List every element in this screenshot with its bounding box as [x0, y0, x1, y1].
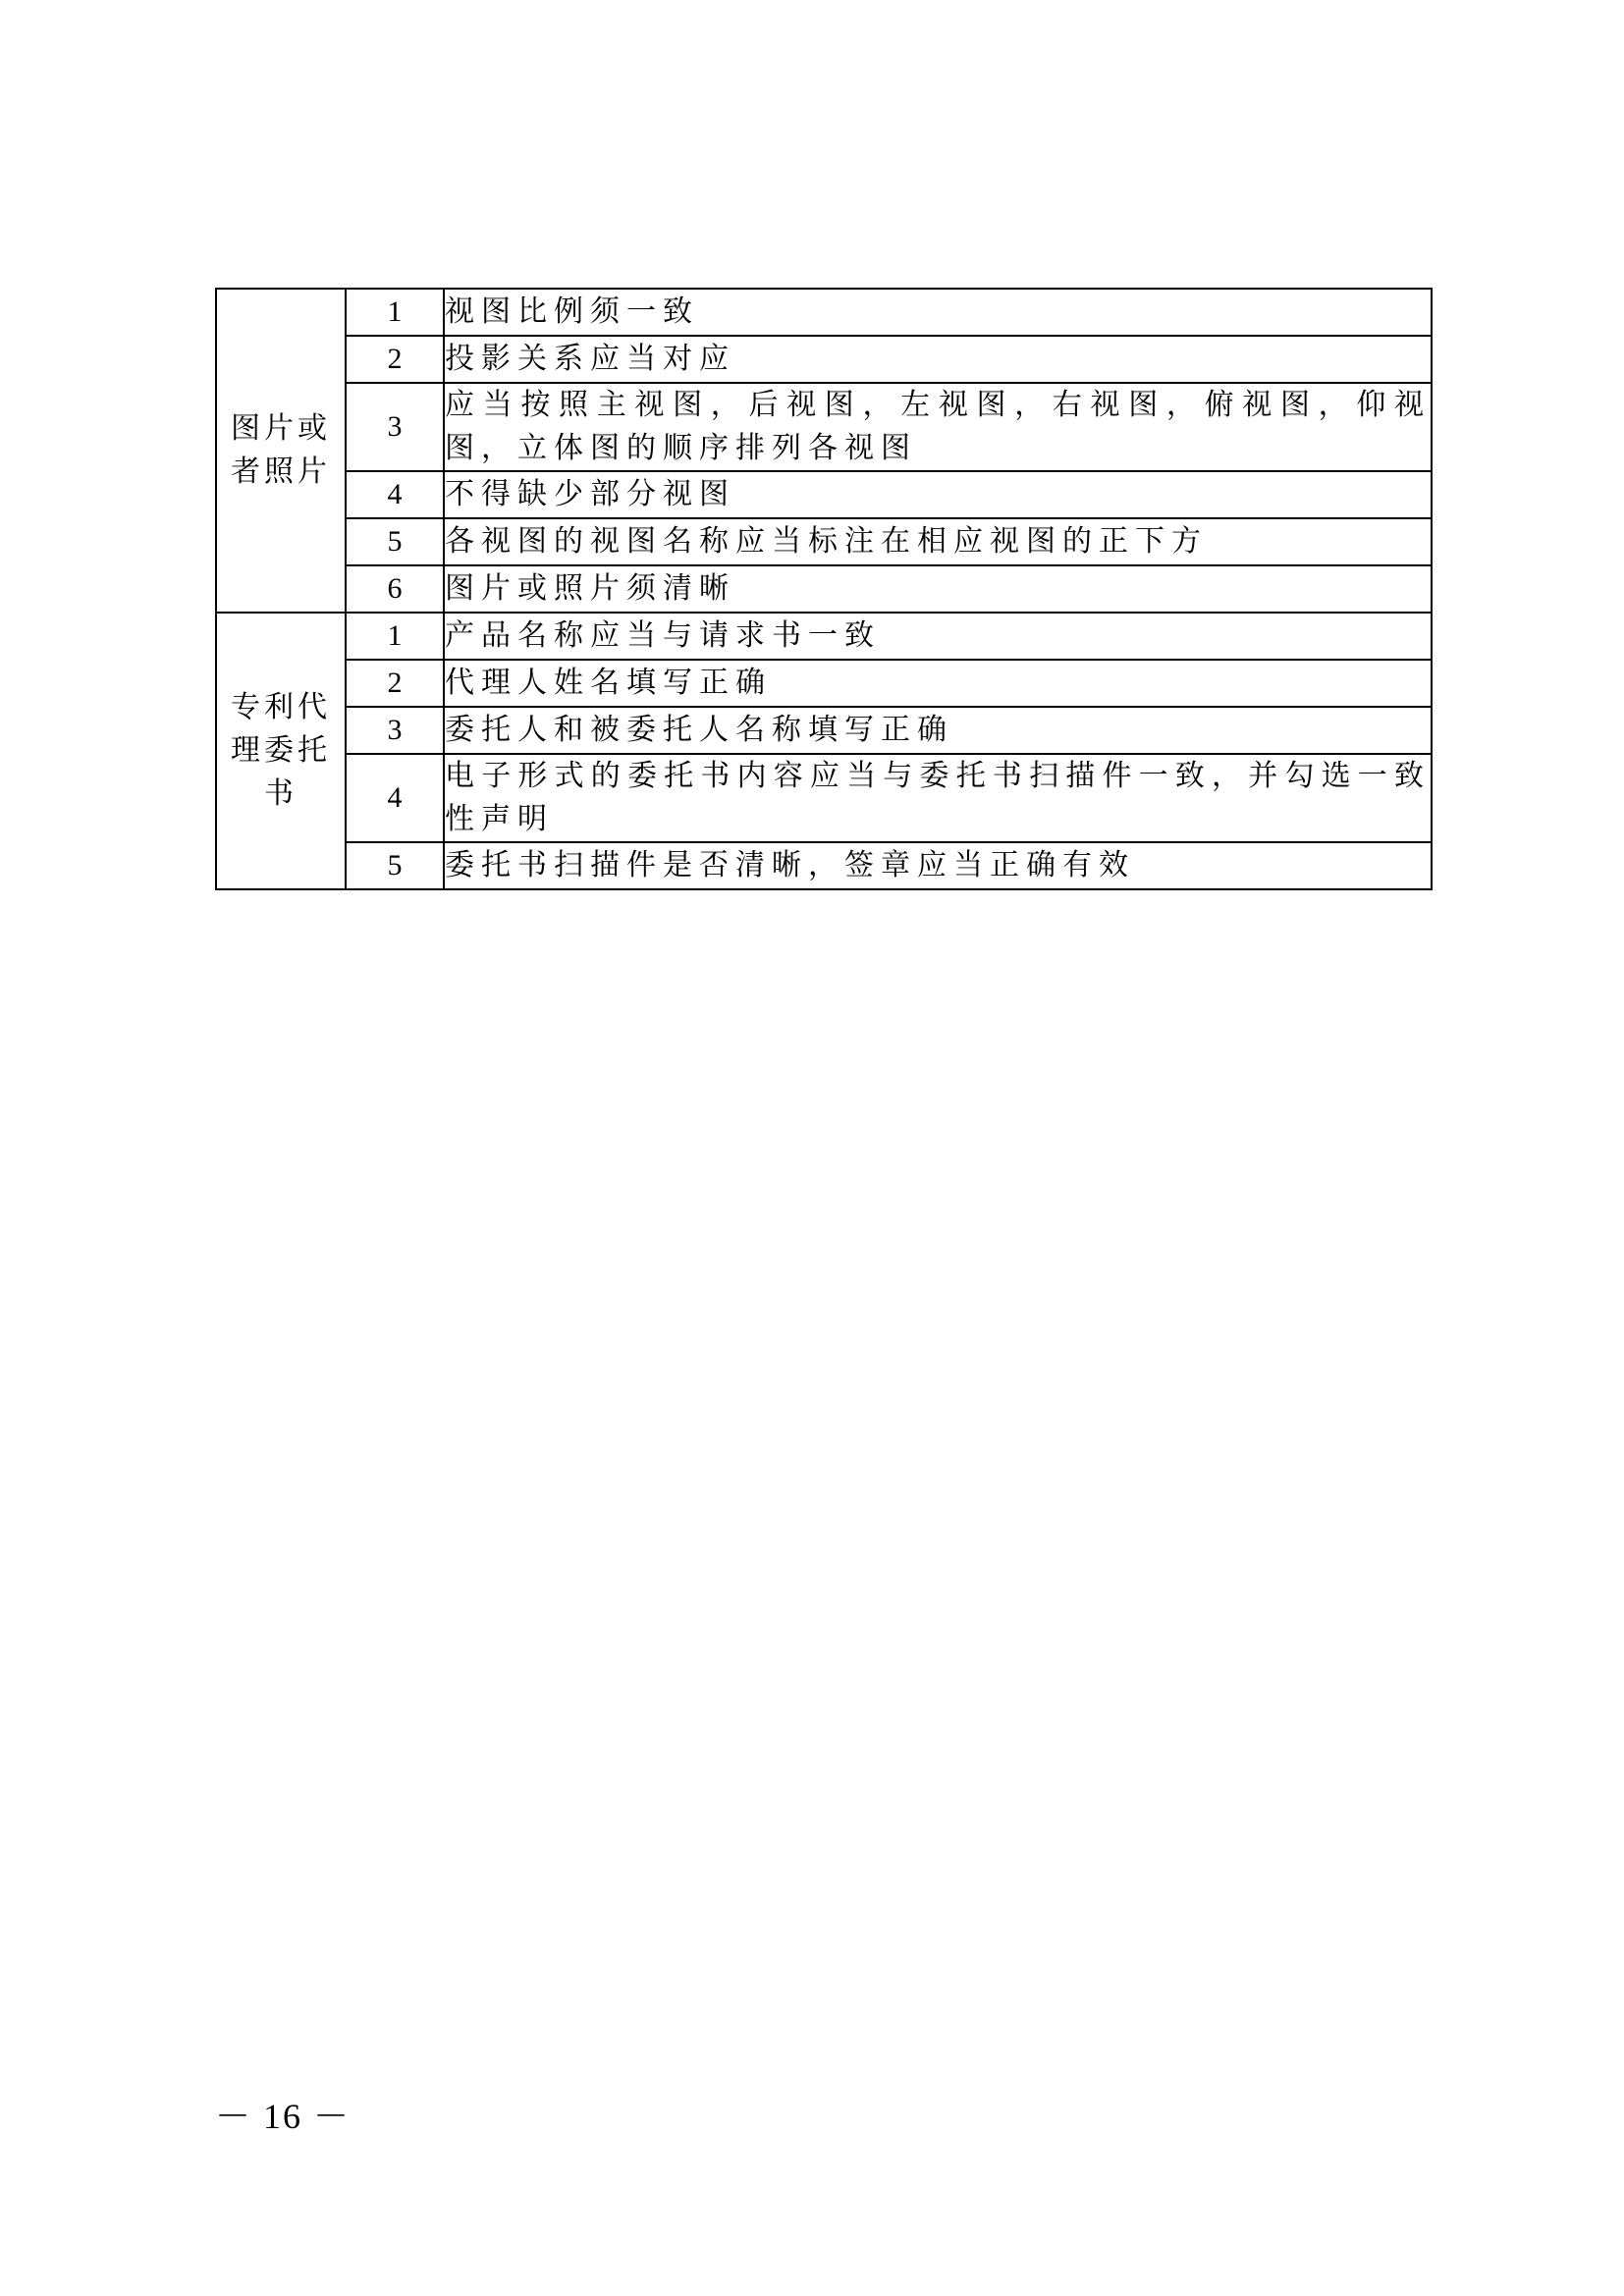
item-text: 图片或照片须清晰 — [444, 565, 1432, 613]
table-row — [216, 336, 1432, 383]
section-label: 专利代理委托书 — [231, 690, 331, 811]
item-text: 各视图的视图名称应当标注在相应视图的正下方 — [444, 518, 1432, 565]
item-text: 投影关系应当对应 — [444, 336, 1432, 383]
item-text: 委托书扫描件是否清晰，签章应当正确有效 — [444, 842, 1432, 889]
item-text: 视图比例须一致 — [444, 289, 1432, 336]
table-row — [216, 660, 1432, 707]
item-number: 4 — [346, 471, 444, 518]
table-row — [216, 289, 1432, 336]
section-label: 图片或者照片 — [231, 411, 331, 489]
item-text: 电子形式的委托书内容应当与委托书扫描件一致，并勾选一致性声明 — [444, 754, 1432, 842]
item-text: 不得缺少部分视图 — [444, 471, 1432, 518]
item-number: 2 — [346, 660, 444, 707]
item-number: 5 — [346, 842, 444, 889]
table-row — [216, 707, 1432, 754]
item-number: 6 — [346, 565, 444, 613]
item-number: 2 — [346, 336, 444, 383]
section-label-cell — [216, 289, 346, 613]
table-row — [216, 565, 1432, 613]
table-row — [216, 471, 1432, 518]
item-number: 3 — [346, 707, 444, 754]
table-row — [216, 754, 1432, 842]
section-label-cell — [216, 613, 346, 889]
table-row — [216, 518, 1432, 565]
item-number: 4 — [346, 754, 444, 842]
item-number: 1 — [346, 613, 444, 660]
checklist-table — [215, 288, 1433, 890]
item-number: 1 — [346, 289, 444, 336]
table-row — [216, 383, 1432, 471]
item-text: 产品名称应当与请求书一致 — [444, 613, 1432, 660]
item-number: 3 — [346, 383, 444, 471]
page-number: － 16 － — [215, 2097, 352, 2136]
item-text: 应当按照主视图，后视图，左视图，右视图，俯视图，仰视图，立体图的顺序排列各视图 — [444, 383, 1432, 471]
table-row — [216, 613, 1432, 660]
table-row — [216, 842, 1432, 889]
item-text: 委托人和被委托人名称填写正确 — [444, 707, 1432, 754]
item-number: 5 — [346, 518, 444, 565]
item-text: 代理人姓名填写正确 — [444, 660, 1432, 707]
